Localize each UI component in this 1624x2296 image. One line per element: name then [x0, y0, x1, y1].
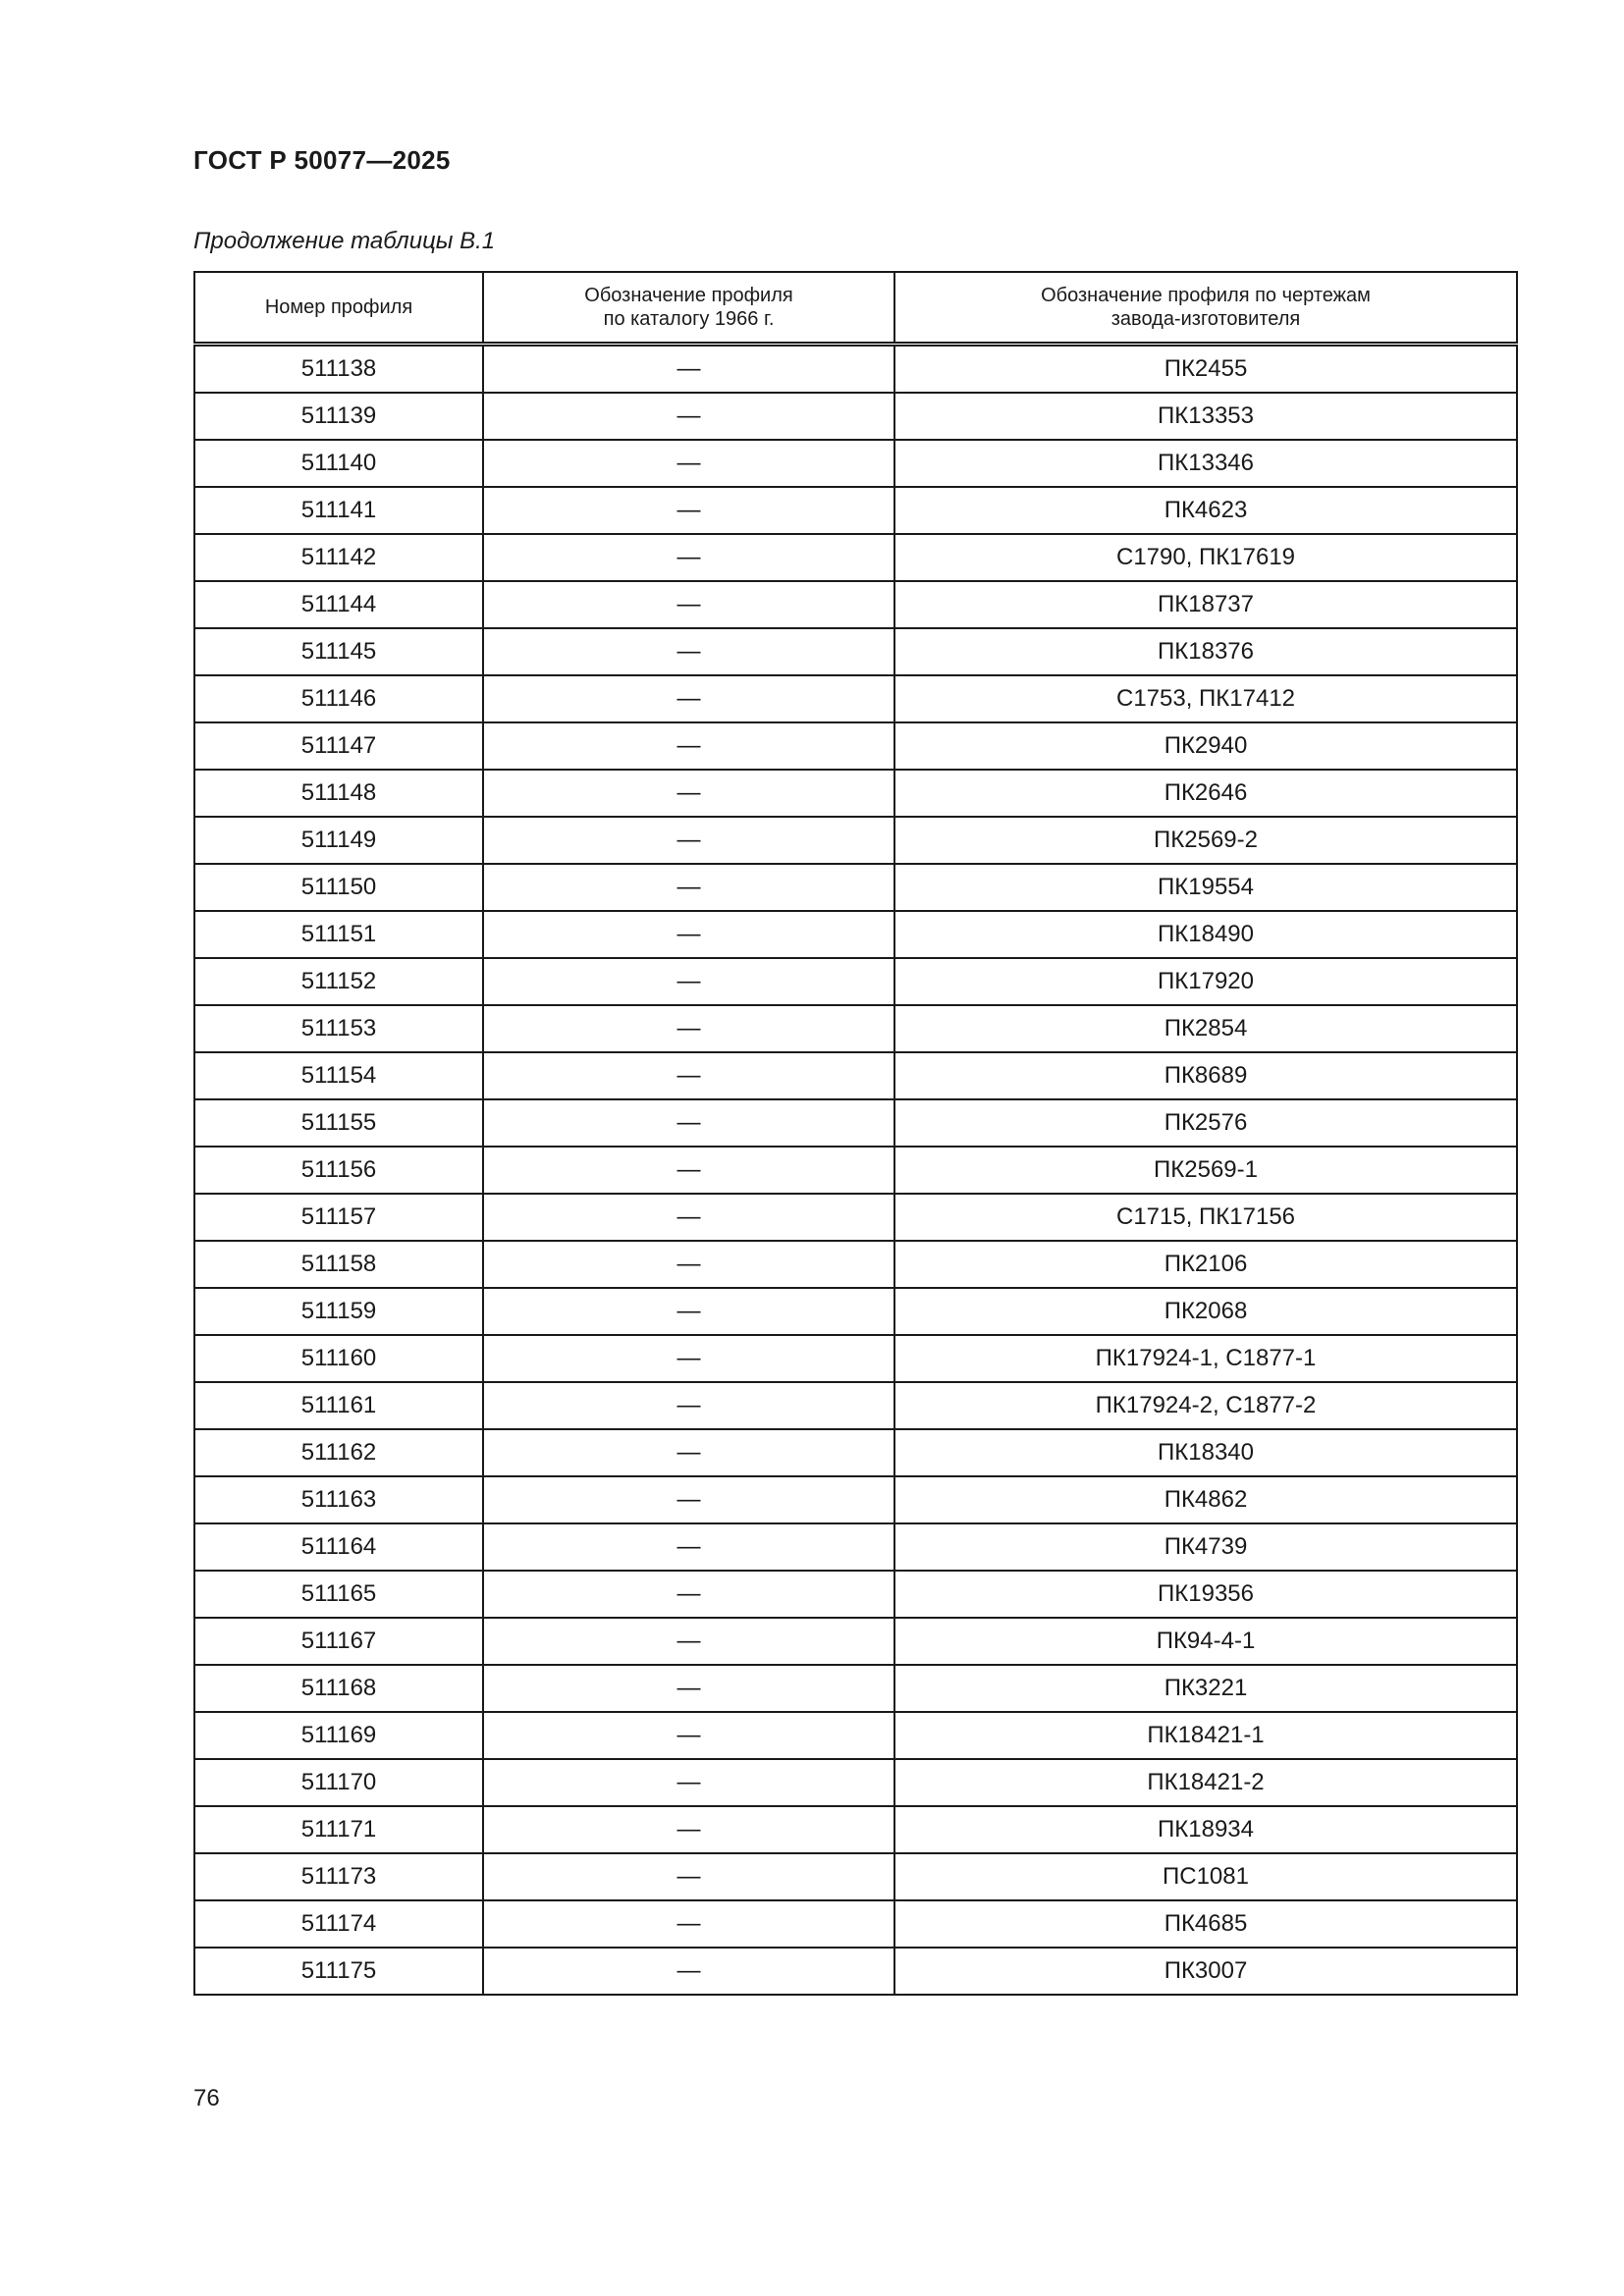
table-row: [194, 440, 1517, 487]
table-row: [194, 1853, 1517, 1900]
cell-factory-drawing: ПК17920: [894, 958, 1517, 1005]
table-header: [194, 272, 1517, 345]
table-row: [194, 911, 1517, 958]
cell-profile-number: 511152: [194, 958, 483, 1005]
cell-profile-number: 511159: [194, 1288, 483, 1335]
cell-factory-drawing: ПК18490: [894, 911, 1517, 958]
cell-factory-drawing: ПК2576: [894, 1099, 1517, 1147]
table-body: [194, 345, 1517, 1996]
cell-factory-drawing: С1753, ПК17412: [894, 675, 1517, 722]
cell-catalog-1966: —: [483, 911, 894, 958]
cell-factory-drawing: ПК18376: [894, 628, 1517, 675]
table-row: [194, 722, 1517, 770]
cell-catalog-1966: —: [483, 534, 894, 581]
table-row: [194, 581, 1517, 628]
cell-profile-number: 511169: [194, 1712, 483, 1759]
table-row: [194, 675, 1517, 722]
cell-catalog-1966: —: [483, 1005, 894, 1052]
cell-profile-number: 511167: [194, 1618, 483, 1665]
cell-factory-drawing: ПК18934: [894, 1806, 1517, 1853]
cell-catalog-1966: —: [483, 1523, 894, 1571]
cell-profile-number: 511151: [194, 911, 483, 958]
cell-factory-drawing: ПК2068: [894, 1288, 1517, 1335]
table-row: [194, 1147, 1517, 1194]
table-row: [194, 1382, 1517, 1429]
table-row: [194, 864, 1517, 911]
cell-catalog-1966: —: [483, 1335, 894, 1382]
cell-profile-number: 511170: [194, 1759, 483, 1806]
cell-profile-number: 511140: [194, 440, 483, 487]
cell-catalog-1966: —: [483, 1288, 894, 1335]
cell-factory-drawing: ПК18421-2: [894, 1759, 1517, 1806]
cell-catalog-1966: —: [483, 1099, 894, 1147]
document-header: ГОСТ Р 50077—2025: [193, 145, 451, 175]
table-row: [194, 393, 1517, 440]
cell-catalog-1966: —: [483, 1948, 894, 1995]
cell-catalog-1966: —: [483, 1194, 894, 1241]
cell-factory-drawing: ПК2569-1: [894, 1147, 1517, 1194]
table-row: [194, 1052, 1517, 1099]
cell-catalog-1966: —: [483, 1476, 894, 1523]
cell-catalog-1966: —: [483, 1853, 894, 1900]
cell-catalog-1966: —: [483, 1665, 894, 1712]
table-row: [194, 1194, 1517, 1241]
cell-factory-drawing: ПК19356: [894, 1571, 1517, 1618]
table-row: [194, 1712, 1517, 1759]
cell-catalog-1966: —: [483, 487, 894, 534]
cell-catalog-1966: —: [483, 1618, 894, 1665]
cell-catalog-1966: —: [483, 393, 894, 440]
table-row: [194, 1523, 1517, 1571]
cell-factory-drawing: ПК2455: [894, 345, 1517, 394]
cell-profile-number: 511147: [194, 722, 483, 770]
cell-factory-drawing: ПК3221: [894, 1665, 1517, 1712]
page-number: 76: [193, 2085, 220, 2111]
table-header-row: [194, 272, 1517, 345]
cell-profile-number: 511157: [194, 1194, 483, 1241]
cell-catalog-1966: —: [483, 770, 894, 817]
cell-profile-number: 511153: [194, 1005, 483, 1052]
cell-profile-number: 511149: [194, 817, 483, 864]
cell-profile-number: 511163: [194, 1476, 483, 1523]
cell-factory-drawing: ПС1081: [894, 1853, 1517, 1900]
cell-factory-drawing: ПК4623: [894, 487, 1517, 534]
table-row: [194, 1476, 1517, 1523]
cell-profile-number: 511139: [194, 393, 483, 440]
table-row: [194, 345, 1517, 394]
table-row: [194, 534, 1517, 581]
cell-catalog-1966: —: [483, 628, 894, 675]
table-row: [194, 817, 1517, 864]
cell-catalog-1966: —: [483, 1571, 894, 1618]
table-row: [194, 1335, 1517, 1382]
cell-profile-number: 511160: [194, 1335, 483, 1382]
cell-catalog-1966: —: [483, 1241, 894, 1288]
cell-catalog-1966: —: [483, 817, 894, 864]
cell-catalog-1966: —: [483, 1382, 894, 1429]
cell-catalog-1966: —: [483, 1806, 894, 1853]
cell-factory-drawing: С1715, ПК17156: [894, 1194, 1517, 1241]
cell-factory-drawing: ПК2646: [894, 770, 1517, 817]
column-header-factory-drawings: Обозначение профиля по чертежам завода-изготовителя: [894, 272, 1517, 345]
cell-catalog-1966: —: [483, 440, 894, 487]
table-row: [194, 1571, 1517, 1618]
cell-factory-drawing: ПК2940: [894, 722, 1517, 770]
cell-profile-number: 511146: [194, 675, 483, 722]
cell-catalog-1966: —: [483, 1712, 894, 1759]
cell-profile-number: 511156: [194, 1147, 483, 1194]
table-row: [194, 1900, 1517, 1948]
table-row: [194, 1806, 1517, 1853]
cell-factory-drawing: ПК8689: [894, 1052, 1517, 1099]
cell-profile-number: 511161: [194, 1382, 483, 1429]
cell-catalog-1966: —: [483, 345, 894, 394]
cell-catalog-1966: —: [483, 1429, 894, 1476]
cell-factory-drawing: ПК17924-1, С1877-1: [894, 1335, 1517, 1382]
cell-factory-drawing: ПК4685: [894, 1900, 1517, 1948]
table-row: [194, 1429, 1517, 1476]
column-header-profile-number: Номер профиля: [194, 272, 483, 345]
cell-catalog-1966: —: [483, 1900, 894, 1948]
cell-factory-drawing: ПК19554: [894, 864, 1517, 911]
table-row: [194, 1288, 1517, 1335]
cell-factory-drawing: ПК3007: [894, 1948, 1517, 1995]
cell-catalog-1966: —: [483, 1052, 894, 1099]
cell-factory-drawing: ПК13353: [894, 393, 1517, 440]
table-row: [194, 770, 1517, 817]
table-row: [194, 958, 1517, 1005]
cell-profile-number: 511154: [194, 1052, 483, 1099]
cell-factory-drawing: ПК2854: [894, 1005, 1517, 1052]
cell-catalog-1966: —: [483, 864, 894, 911]
cell-profile-number: 511144: [194, 581, 483, 628]
cell-factory-drawing: ПК18340: [894, 1429, 1517, 1476]
table-row: [194, 1099, 1517, 1147]
cell-catalog-1966: —: [483, 581, 894, 628]
table-row: [194, 487, 1517, 534]
cell-factory-drawing: ПК18737: [894, 581, 1517, 628]
cell-profile-number: 511171: [194, 1806, 483, 1853]
cell-catalog-1966: —: [483, 722, 894, 770]
cell-factory-drawing: ПК2106: [894, 1241, 1517, 1288]
cell-profile-number: 511158: [194, 1241, 483, 1288]
cell-profile-number: 511162: [194, 1429, 483, 1476]
cell-factory-drawing: ПК17924-2, С1877-2: [894, 1382, 1517, 1429]
cell-profile-number: 511175: [194, 1948, 483, 1995]
cell-profile-number: 511165: [194, 1571, 483, 1618]
cell-factory-drawing: ПК18421-1: [894, 1712, 1517, 1759]
cell-profile-number: 511141: [194, 487, 483, 534]
cell-profile-number: 511155: [194, 1099, 483, 1147]
cell-profile-number: 511168: [194, 1665, 483, 1712]
table-row: [194, 1618, 1517, 1665]
cell-catalog-1966: —: [483, 1147, 894, 1194]
cell-factory-drawing: ПК2569-2: [894, 817, 1517, 864]
cell-catalog-1966: —: [483, 958, 894, 1005]
cell-factory-drawing: ПК94-4-1: [894, 1618, 1517, 1665]
cell-profile-number: 511148: [194, 770, 483, 817]
cell-profile-number: 511174: [194, 1900, 483, 1948]
table-row: [194, 1759, 1517, 1806]
cell-profile-number: 511173: [194, 1853, 483, 1900]
profile-table: [193, 271, 1518, 1996]
table-row: [194, 1241, 1517, 1288]
table-row: [194, 1665, 1517, 1712]
table-row: [194, 1005, 1517, 1052]
cell-factory-drawing: С1790, ПК17619: [894, 534, 1517, 581]
cell-factory-drawing: ПК4862: [894, 1476, 1517, 1523]
cell-profile-number: 511142: [194, 534, 483, 581]
table-row: [194, 1948, 1517, 1995]
column-header-catalog-1966: Обозначение профиля по каталогу 1966 г.: [483, 272, 894, 345]
cell-catalog-1966: —: [483, 1759, 894, 1806]
cell-factory-drawing: ПК4739: [894, 1523, 1517, 1571]
table-row: [194, 628, 1517, 675]
cell-profile-number: 511145: [194, 628, 483, 675]
cell-profile-number: 511138: [194, 345, 483, 394]
cell-catalog-1966: —: [483, 675, 894, 722]
cell-factory-drawing: ПК13346: [894, 440, 1517, 487]
table-caption: Продолжение таблицы В.1: [193, 228, 496, 254]
cell-profile-number: 511150: [194, 864, 483, 911]
cell-profile-number: 511164: [194, 1523, 483, 1571]
